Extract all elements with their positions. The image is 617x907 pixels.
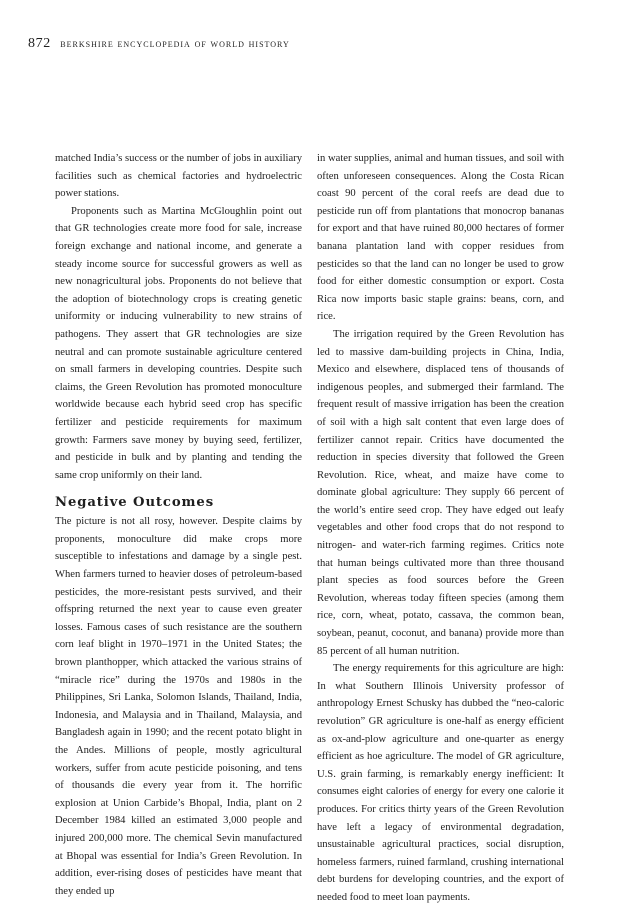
left-column [55,150,302,900]
paragraph: Proponents such as Martina McGloughlin point out that GR technologies create more food for sale, increase foreign exchange and national income, and generate a steady income source for successful growers as well as new nonagricultural jobs. Proponents do not believe that the adoption of biotechnology crops is creating genetic uniformity or inducing vulnerability to new strains of pathogens. They assert that GR technologies are size neutral and can promote sustainable agriculture centered on small farmers in developing countries. Despite such claims, the Green Revolution has promoted monoculture worldwide because each hybrid seed crop has specific fertilizer and pesticide requirements for maximum growth: Farmers save money by buying seed, fertilizer, and pesticide in bulk and by planting and tending the same crop uniformly on their land. [55,205,302,481]
right-column [317,150,564,907]
paragraph: The energy requirements for this agriculture are high: In what Southern Illinois University professor of anthropology Ernest Schusky has dubbed the “neo-caloric revolution” GR agriculture is one-half as energy efficient as ox-and-plow agriculture and one-quarter as energy efficient as hoe agriculture. The model of GR agriculture, U.S. grain farming, is remarkably energy inefficient: It consumes eight calories of energy for every one calorie it produces. For critics thirty years of the Green Revolution have left a legacy of environmental degradation, unsustainable agricultural practices, social disruption, homeless farmers, ruined farmland, crushing international debt burdens for developing countries, and the export of needed food to meet loan payments. [317,663,564,903]
paragraph: in water supplies, animal and human tissues, and soil with often unforeseen consequences. Along the Costa Rican coast 90 percent of the coral reefs are dead due to pesticide run off from plantations that monocrop bananas for export and that have ruined 80,000 hectares of former banana plantation land with copper residues from pesticides so that the land can no longer be used to grow food for either domestic consumption or export. Costa Rica now imports basic staple grains: beans, corn, and rice. [317,153,564,323]
running-title: berkshire encyclopedia of world history [60,38,290,50]
paragraph: matched India’s success or the number of jobs in auxiliary facilities such as chemical factories and hydroelectric power stations. [55,153,302,200]
running-head [28,36,290,52]
paragraph: The picture is not all rosy, however. Despite claims by proponents, monoculture did make crops more susceptible to infestations and damage by a single pest. When farmers turned to heavier doses of petroleum-based pesticides, the more-resistant pests survived, and their offspring returned the next year to cause even greater losses. Famous cases of such resistance are the southern corn leaf blight in 1970–1971 in the United States; the brown planthopper, which attacked the various strains of “miracle rice” during the 1970s and 1980s in the Philippines, Sri Lanka, Solomon Islands, Thailand, India, Indonesia, and Malaysia and in Thailand, Malaysia, and Bangladesh again in 1990; and the recent potato blight in the Andes. Millions of people, mostly agricultural workers, suffer from acute pesticide poisoning, and tens of thousands die every year from it. The horrific explosion at Union Carbide’s Bhopal, India, plant on 2 December 1984 killed an estimated 3,000 people and injured 200,000 more. The chemical Sevin manufactured at Bhopal was essential for India’s Green Revolution. In addition, ever-rising doses of pesticides have meant that they ended up [55,516,302,897]
page-number: 872 [28,36,51,51]
section-heading: Negative Outcomes [55,495,215,511]
paragraph: The irrigation required by the Green Revolution has led to massive dam-building projects in China, India, Mexico and elsewhere, displaced tens of thousands of indigenous peoples, and submerged their farmland. The frequent result of massive irrigation has been the creation of soil with a high salt content that even large does of fertilizer cannot repair. Critics have documented the reduction in species diversity that followed the Green Revolution. Rice, wheat, and maize have come to dominate global agriculture: They supply 66 percent of the world’s entire seed crop. They have edged out leafy vegetables and other food crops that do not respond to nitrogen- and water-rich farming regimes. Critics note that human beings cultivated more than three thousand plant species as food sources before the Green Revolution, whereas today fifteen species (among them rice, corn, wheat, potato, cassava, the common bean, soybean, peanut, coconut, and banana) provide more than 85 percent of all human nutrition. [317,328,564,657]
